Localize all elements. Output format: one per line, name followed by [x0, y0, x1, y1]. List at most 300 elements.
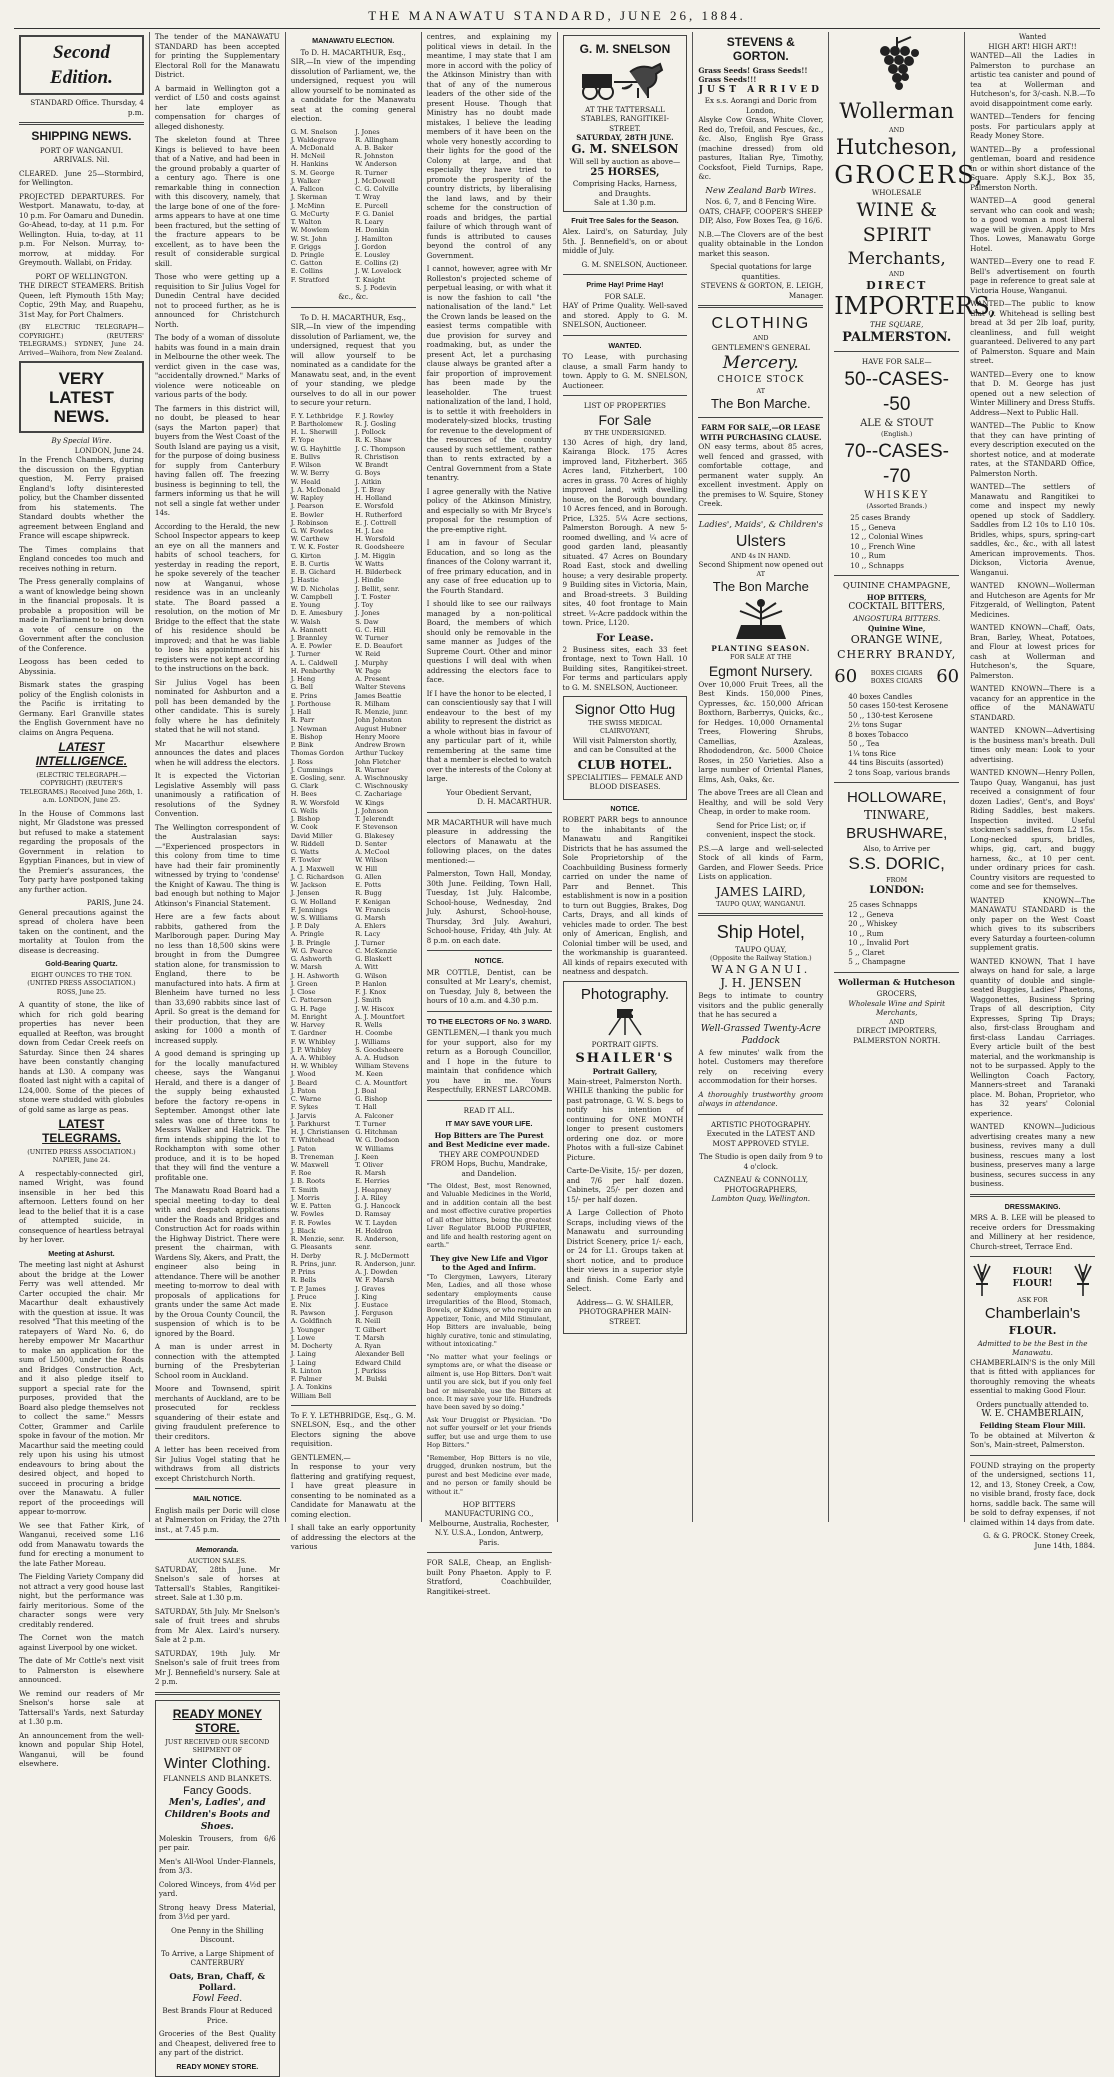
signatory-name: R. Goodsheere	[355, 543, 405, 552]
signatory-name: E. Purcell	[355, 201, 388, 210]
wanted-ad: WANTED KNOWN, That I have always on hand for sale, a large quantity of double and single-seated Buggies, Ladies' Phaetons, Waggonettes, Business Spring Traps of all description, City Expresses, Spring Tip Drays; also, first-class Brougham and first-class Landau Carriages. Every article built of the best material, and the workmanship is not to be surpassed. Apply to the Wellington Coach Factory, Manners-street and Taranaki place. M. Bohan, Proprietor, who has 32 years' Colonial experience.	[970, 956, 1095, 1118]
doric-item: 5 ,, Claret	[848, 947, 885, 957]
col2-para-6: The farmers in this district will, no doubt, be pleased to hear (says the Marton paper) that buyers from the West Coast of the South Island are paying us a visit, for the purpose of doing business for supply from Canterbury having fallen off. The freezing business is beginning to tell, the farmers informing us that he will not sell a single fat wether under 14s.	[154, 403, 280, 517]
wanted-ad: WANTED—The settlers of Manawatu and Rangitikei to come and inspect my newly opened up stock of Saddlery. Saddles from L2 10s to L10 10s. Bridles, whips, spurs, spring-cart saddles, &c., &c., with all latest American improvements. Thos. Dickson, Victoria Avenue, Wanganui.	[970, 482, 1095, 577]
signatory-name: P. Prins	[290, 1268, 316, 1277]
spirits-item: 10 ,, Schnapps	[850, 560, 904, 570]
wanted-ad: WANTED KNOWN—Chaff, Oats, Bran, Barley, Wheat, Potatoes, and Flour at lowest prices for cash at Wollerman and Hutcheson's, the Square, Palmerston.	[970, 623, 1095, 680]
signatory-name: C. Zachariage	[355, 790, 402, 799]
signatory-name: T. Turner	[355, 1119, 386, 1128]
signatory-name: J. Turner	[290, 650, 321, 659]
latest-intel-title: LATEST INTELLIGENCE.	[35, 740, 128, 769]
signatory-name: G. W. Fowles	[290, 526, 334, 535]
signatory-name: W. Anderson	[355, 160, 397, 169]
spirits-item: 25 cases Brandy	[850, 513, 911, 523]
gold-sub: EIGHT OUNCES TO THE TON.	[30, 970, 132, 979]
ready-item-1: Moleskin Trousers, from 6/6 per pair.	[158, 1833, 276, 1853]
hop-save: IT MAY SAVE YOUR LIFE.	[445, 1119, 533, 1128]
wanted-ad: WANTED KNOWN—Judicious advertising creates many a new business, revives many a dull business, rescues many a lost business, preserves many a large business, secures success in any business.	[970, 1122, 1095, 1188]
signatory-name: Edward Child	[355, 1358, 401, 1367]
ask-for: ASK FOR	[1017, 1296, 1048, 1304]
ready-sub: JUST RECEIVED OUR SECOND SHIPMENT OF	[165, 1737, 270, 1754]
grocers: GROCERS,	[834, 160, 985, 189]
signatory-name: G. Blakesey	[355, 831, 395, 840]
column-5	[558, 32, 694, 1522]
clothing-and: AND	[753, 334, 769, 343]
signatory-name: W. Turner	[355, 634, 389, 643]
signatory-name: E. Bishop	[290, 732, 323, 741]
signatory-name: J. Jarvis	[290, 1111, 317, 1120]
in-hand: AND 4s IN HAND.	[731, 552, 791, 560]
signatory-name: J. Morris	[290, 1193, 320, 1202]
dressmaking-body: MRS A. B. LEE will be pleased to receive orders for Dressmaking and Millinery at her residence, Church-street, Terrace End.	[970, 1213, 1095, 1251]
signatory-name: R. Wells	[355, 1021, 383, 1030]
laird-name: JAMES LAIRD,	[715, 884, 806, 899]
signatory-name: F. Griggs	[290, 242, 321, 251]
news-body-4: Leogoss has been ceded to Abyssinia.	[19, 657, 144, 676]
hop-11: HOP BITTERS MANUFACTURING CO., Melbourne, Australia, Rochester, N.Y. U.S.A., London, Antwerp, Paris.	[428, 1499, 550, 1547]
col2-para-5: The body of a woman of dissolute habits was found in a main drain in Melbourne the other week. The verdict given in the case was, "accidentally drowned." Marks of violence were noticeable on various parts of the body.	[154, 333, 280, 399]
wanted-ad: WANTED—Every one to read F. Bell's advertisement on fourth page in reference to great sale at Victoria House, Wanganui.	[970, 257, 1095, 295]
signatory-name: J. Keen	[355, 1152, 379, 1161]
signatory-name: F. Wilson	[290, 461, 321, 470]
signatory-name: H. Holland	[355, 494, 392, 503]
signatory-name: E. D. Beaufort	[355, 642, 403, 651]
hug-title: Signor Otto Hug	[574, 701, 676, 718]
signatory-name: W. Heald	[290, 477, 321, 486]
signatory-name: G. Hitchman	[355, 1128, 398, 1137]
cases-70: 70--CASES--70	[844, 440, 949, 487]
dressmaking-title: DRESSMAKING.	[1004, 1201, 1061, 1211]
assorted: (Assorted Brands.)	[866, 502, 927, 511]
masthead: THE MANAWATU STANDARD, JUNE 26, 1884.	[368, 8, 746, 23]
col2-para-7: According to the Herald, the new School Inspector appears to keep an eye on all the manners and habits of school teachers, for yesterday in reading the report, he spoke severely of the teacher now at Wanganui, whose residence was in an uncleanly state. The Board passed a resolution, on the motion of Mr Bridge to the effect that the state of his residence should be improved; and that he was liable to lose his appointment if his registers were not kept according to the instructions on the back.	[154, 521, 280, 673]
executed: Executed in the LATEST AND MOST APPROVED STYLE.	[706, 1129, 815, 1148]
shailer-body: WHILE thanking the public for past patronage, G. W. S. begs to notify his intention of continuing for ONE MONTH longer to present customers ordering one doz. or more Photos with a full-size Cabinet Picture.	[566, 1086, 684, 1162]
signatory-name: T. Hall	[355, 1103, 377, 1112]
fancy-goods: Fancy Goods.	[183, 1784, 252, 1797]
cigars-count-right: 60	[936, 666, 960, 688]
signatory-name: W. Harvey	[290, 1021, 325, 1030]
signatory-name: J. P. Daly	[290, 922, 320, 931]
cases-50: 50--CASES--50	[844, 368, 949, 415]
for-sale: For Sale	[598, 411, 652, 428]
lease-list: 2 Business sites, each 33 feet frontage, next to Town Hall. 10 Building sites, Rangitikei-street. For terms and particulars apply to G. M. SNELSON, Auctioneer.	[562, 644, 688, 692]
signatory-name: J. C. Thompson	[355, 444, 406, 453]
signatory-name: E. Gosling, senr.	[290, 774, 346, 782]
for-sale-at: FOR SALE AT THE	[730, 653, 792, 662]
high-art: HIGH ART! HIGH ART!!	[988, 41, 1077, 51]
signatory-name: W. S. Williams	[290, 913, 338, 922]
signatory-name: J. Eustace	[355, 1301, 389, 1309]
hop-10: "Remember, Hop Bitters is no vile, drugged, drunken nostrum, but the purest and best Medicine ever made, and no person or family should be without it."	[426, 1453, 552, 1496]
found-sign: G. & G. PROCK. Stoney Creek, June 14th, 1884.	[983, 1531, 1095, 1550]
signatory-name: H. W. Whibley	[290, 1062, 338, 1071]
signatory-name: M. Bulski	[355, 1375, 387, 1384]
news-body-7: General precautions against the spread of cholera have been taken on the continent, and the mortality at Toulon from the disease is decreasing.	[19, 907, 144, 955]
ready-item-6: To Arrive, a Large Shipment of CANTERBURY	[161, 1948, 274, 1968]
signatory-name: W. St. John	[290, 234, 328, 243]
spirits-list	[834, 513, 959, 570]
signatory-name: E. Herries	[355, 1177, 390, 1186]
signatory-name: J. Black	[290, 1226, 316, 1235]
ward-title: TO THE ELECTORS OF No. 3 WARD.	[426, 1016, 552, 1026]
signatory-name: A. Hannett	[290, 625, 328, 634]
fruit-body: Alex. Laird's, on Saturday, July 5th. J. Bennefield's, on or about middle of July.	[562, 227, 688, 256]
spirits-item: 10 ,, Rum	[850, 551, 886, 561]
signatory-name: W. Maxwell	[290, 1161, 329, 1170]
signatory-name: A. E. Powler	[290, 642, 332, 651]
doric-item: 10 ,, Rum	[848, 928, 884, 938]
signatory-name: J. Pruce	[290, 1292, 317, 1301]
notice-title: NOTICE.	[474, 956, 504, 965]
doric-item: 5 ,, Champagne	[848, 957, 906, 967]
wanted-ad: WANTED—All the Ladies in Palmerston to purchase an artistic tea canister and pound of tea at Wollerman and Hutcheson's, for 3/-cash. N.B.—To avoid disappointment come early.	[970, 51, 1095, 108]
hop-compounded: THEY ARE COMPOUNDED FROM Hops, Buchu, Mandrake, and Dandelion.	[430, 1149, 548, 1178]
address-5: I should like to see our railways managed by a non-political Board, the members of which should only be removable in the same manner as Judges of the Supreme Court. Other and minor questions I will deal with when addressing the electors face to face.	[426, 599, 552, 684]
direct-2: DIRECT IMPORTERS,	[856, 1026, 937, 1036]
shailer-prices: Carte-De-Visite, 15/- per dozen, and 7/6 per half dozen. Cabinets, 25/- per dozen and 15/- per half dozen.	[566, 1166, 684, 1204]
signatory-name: R. Christison	[355, 452, 399, 461]
signatory-name: J. A. Riley	[355, 1193, 388, 1202]
wanted-heading: Wanted	[1018, 32, 1047, 41]
cleared: CLEARED. June 25—Stormbird, for Wellington.	[19, 168, 144, 188]
col2-para-10: It is expected the Victorian Legislative Assembly will pass unanimously a ratification of resolutions of the Sydney Convention.	[154, 771, 280, 818]
at-1: AT	[756, 386, 766, 395]
signatory-name: Alexander Bell	[355, 1350, 405, 1359]
signatory-name: J. P. Whibley	[290, 1045, 332, 1054]
hop-5: "The Oldest, Best, most Renowned, and Valuable Medicines in the World, and in addition contain all the best and most effective curative properties of all other bitters, being the greatest Liver Regulator BLOOD PURIFIER, and life and health restoring agent on earth."	[426, 1182, 552, 1250]
signatory-name: J. Heng	[290, 675, 316, 684]
signatory-name: D. Ramsay	[355, 1210, 391, 1219]
flannels: FLANNELS AND BLANKETS.	[163, 1774, 272, 1784]
signatory-name: H. Rutherford	[355, 510, 403, 519]
sale-time: Sale at 1.30 p.m.	[594, 198, 656, 208]
signatory-name: Walter Stevens	[355, 683, 406, 692]
wanted-title: WANTED.	[608, 340, 642, 350]
signatory-name: T. P. James	[290, 1284, 326, 1293]
signatory-name: T. Wray	[355, 193, 381, 202]
signatory-name: J. Johnson	[355, 806, 389, 815]
opposite-station: (Opposite the Railway Station.)	[710, 954, 812, 963]
masthead-rule	[14, 28, 1100, 29]
jensen-body: Begs to intimate to country visitors and the public generally that he has secured a	[698, 991, 824, 1020]
wanted-ad: WANTED KNOWN—Advertising is the business man's breath. Dull times only mean: Look to your advertising.	[970, 726, 1095, 764]
farm-body: ON easy terms, about 85 acres, well fenced and grassed, with comfortable cottage, and permanent water supply. An excellent investment. Apply on the premises to W. Squire, Stoney Creek.	[698, 442, 824, 509]
column-7	[829, 32, 997, 1522]
signatory-name: J. Beard	[290, 1078, 318, 1087]
ready-item-2: Men's All-Wool Under-Flannels, from 3/3.	[158, 1856, 276, 1876]
tinware: TINWARE,	[864, 808, 930, 823]
column-8	[965, 32, 1100, 1550]
chamber-body: CHAMBERLAIN'S is the only Mill that is fitted with appliances for thoroughly removing the wheats essential to making Good Flour.	[970, 1357, 1095, 1396]
hay-title: Prime Hay! Prime Hay!	[586, 280, 664, 290]
signatory-name: T. Marsh	[355, 1333, 385, 1342]
at-2: AT	[756, 569, 766, 578]
telegrams-tag: (BY ELECTRIC TELEGRAPH—COPYRIGHT.) (REUTERS' TELEGRAMS.) SYDNEY, June 24. Arrived—Waihora, from New Zealand.	[19, 323, 144, 357]
photo-title: Photography.	[580, 985, 669, 1003]
hutcheson: Hutcheson,	[835, 135, 958, 160]
col2-para-16: Moore and Townsend, spirit merchants of Auckland, are to be prosecuted for reckless squandering of their estate and giving fraudulent preference to their creditors.	[154, 1384, 280, 1441]
signatory-name: W. Campbell	[290, 592, 333, 601]
signatory-name: J. Graves	[355, 1284, 385, 1293]
signatory-name: R. Anderson, junr.	[355, 1259, 416, 1268]
wanted-ad: WANTED KNOWN—Henry Pollen, Taupo Quay, Wanganui, has just received a consignment of four dozen Ladies', Gent's, and Boys' Riding Saddles, best makers. Inspection invited. Useful stockmen's saddles, from L2 15s. Long-necked spurs, bridles, whips, gig, cart, and buggy harness, &c., at 10 per cent. under ordinary prices for cash. Country visitors are requested to come and see for themselves.	[970, 768, 1095, 891]
parr-body: ROBERT PARR begs to announce to the inhabitants of the Manawatu and Rangitikei Districts that he has assumed the Sole Proprietorship of the Coachbuilding Business formerly carried on under the name of Parr and Bennet. This establishment is now in a position to turn out Buggies, Brakes, Dog Carts, Drays, and all kinds of vehicles made to order. The best only of American, English, and Colonial timber will be used, and the workmanship is guaranteed. All kinds of repairs executed with neatness and despatch.	[562, 815, 688, 977]
signatory-name: J. Pollock	[355, 428, 386, 437]
signatory-name: F. Kenigan	[355, 897, 391, 906]
signatory-name: J. Robinson	[290, 518, 329, 527]
signatory-name: W. E. Patten	[290, 1202, 332, 1211]
doric-list	[834, 900, 959, 967]
palmerston: PALMERSTON.	[842, 330, 952, 346]
special-wires: By Special Wire.	[51, 436, 112, 446]
wanted-ad: WANTED—Tenders for fencing posts. For particulars apply at Ready Money Store.	[970, 112, 1095, 140]
club-hotel: CLUB HOTEL.	[577, 757, 673, 772]
second-shipment: Second Shipment now opened out	[698, 560, 824, 570]
signatory-name: F. R. Fowles	[290, 1218, 331, 1227]
nursery-list: Over 10,000 Fruit Trees, all the Best Kinds. 150,000 Pines, Cypresses, &c. 150,000 African Boxthorn, Barberrys, Quicks, &c., for Hedges. 10,000 Ornamental Trees, Flowering Shrubs, Camellias, Azaleas, Rhododendron, &c. 5000 Choice Roses, in 250 Varieties. Also a large number of Oriental Planes, Elms, Ash, Oaks, &c.	[698, 679, 824, 784]
address-6: If I have the honor to be elected, I can conscientiously say that I will endeavour to the best of my ability to represent the district as a whole without bias in favour of any particular part of it, while remembering at the same time that a member is elected to watch over the interests of the Colony at large.	[426, 688, 552, 783]
gentlemens-general: GENTLEMEN'S GENERAL	[711, 342, 810, 352]
signatory-name: G. Bishop	[355, 1095, 388, 1104]
grocers-2: GROCERS,	[876, 989, 917, 999]
news-body-14: The date of Mr Cottle's next visit to Palmerston is elsewhere announced.	[19, 1656, 144, 1685]
flour-2: FLOUR.	[1008, 1324, 1057, 1338]
signatory-name: E. Collins (2)	[355, 259, 399, 268]
signatory-name: H. Bees	[290, 790, 317, 799]
ex-ships: Ex s.s. Aorangi and Doric from London,	[704, 96, 817, 115]
signatories-list-2	[291, 412, 416, 1400]
signatory-name: J. Toy	[355, 601, 374, 610]
palmerston-2: PALMERSTON NORTH.	[853, 1035, 941, 1045]
column-4	[422, 32, 558, 1596]
signatory-name: G. Wells	[290, 806, 318, 815]
horse-carriage-icon	[580, 60, 670, 102]
signatory-name: Andrew Brown	[355, 741, 406, 750]
plant-basket-icon	[726, 599, 796, 641]
col2-para-11: The Wellington correspondent of the Australasian says:—"Experienced prospectors in this colony from time to time have had their fair prominently witnessed by trying to 'condense' the Knight of Kawau. The thing is bad enough but nothing to Major Atkinson's Financial Statement.	[154, 822, 280, 908]
edition-title: Second Edition.	[50, 42, 113, 89]
from: FROM	[886, 875, 908, 884]
signatory-name: T. Gilbert	[355, 1325, 387, 1334]
col2-para-3: The skeleton found at Three Kings is believed to have been that of a Native, and had been in the ground probably a quarter of a century ago. There is one remarkable thing in connection with this discovery, namely, that the large bone of one of the fore-arms appears to have at one time been fractured, but the setting of the fracture appears to be excellent, as to have been the result of considerable surgical skill.	[154, 135, 280, 268]
news-body-5: Bismark states the grasping policy of the English colonists in the Pacific is irritating to Germany. Earl Granville states the English Government have no claims on Angra Pequena.	[19, 680, 144, 737]
clothing-title: CLOTHING	[711, 315, 811, 333]
signatory-name: D. E. Amesbury	[290, 609, 343, 618]
and-2: AND	[889, 270, 905, 279]
signatory-name: A. Pringle	[290, 930, 324, 939]
stores-item: 50 ,, 130-test Kerosene	[848, 710, 933, 720]
signatory-name: David Miller	[290, 831, 333, 840]
signatory-name: J. Hindle	[355, 576, 384, 585]
signatory-name: J. Bellit, senr.	[355, 584, 400, 593]
special-quotes: Special quotations for large quantities.	[710, 262, 812, 281]
have-for-sale: HAVE FOR SALE—	[861, 357, 932, 367]
signatory-name: P. Hanlon	[355, 979, 387, 988]
sign-1: Your Obedient Servant,	[446, 787, 532, 797]
signatory-name: E. Collins	[290, 267, 323, 276]
flour-header	[970, 1262, 1095, 1296]
signatory-name: A. Goldfinch	[290, 1317, 332, 1326]
signatory-name: J. Close	[290, 988, 316, 997]
signatory-name: W. Francis	[355, 905, 391, 914]
oats-chaff: OATS, CHAFF, COOPER'S SHEEP DIP, Also, Fow Boxes Tea, @ 16/6.	[699, 206, 823, 226]
signatory-name: R. Milham	[355, 699, 390, 708]
election-intro-2: SIR,—In view of the impending dissolution of Parliament, we, the undersigned, request that you will allow yourself to be nominated as a candidate for the Manawatu seat, and, in the event of your standing, we pledge ourselves to do all in our power to secure your return.	[290, 322, 416, 408]
english: (English.)	[881, 430, 913, 439]
signatory-name: E. B. Curtis	[290, 559, 330, 568]
signatory-name: P. Bink	[290, 741, 314, 750]
spirits-item: 15 ,, Geneva	[850, 522, 896, 532]
signatory-name: G. Blaskett	[355, 955, 392, 964]
holloware: HOLLOWARE,	[846, 789, 947, 807]
stevens-sign: STEVENS & GORTON, E. LEIGH, Manager.	[700, 281, 824, 300]
portrait-gifts: PORTRAIT GIFTS.	[591, 1040, 659, 1050]
ward-body: GENTLEMEN,—I thank you much for your support, also for my return as a Borough Councillor, and I hope in the future to maintain that confidence which you have in me. Yours Respectfully, ERNEST LARCOMB.	[426, 1028, 552, 1094]
col2-para-9: Mr Macarthur elsewhere announces the dates and places when he will address the electors.	[154, 738, 280, 767]
wanted-ad: WANTED—By a professional gentleman, board and residence in or within short distance of the Square. Apply S.K.J., Box 35, Palmerston North.	[970, 144, 1095, 192]
wheat-sheaf-icon-2	[1071, 1262, 1095, 1296]
signatory-name: William Bell	[290, 1391, 332, 1400]
signatory-name: J. Bishop	[290, 815, 320, 824]
signatory-name: C. Patterson	[290, 996, 332, 1005]
arrive-per: Also, to Arrive per	[863, 843, 931, 853]
doric-item: 25 cases Schnapps	[848, 900, 918, 910]
signatory-name: E. Bullvs	[290, 452, 321, 461]
paddock: Well-Grassed Twenty-Acre Paddock	[700, 1023, 821, 1046]
seeds-list: Alsyke Cow Grass, White Clover, Red do, Trefoil, and Fescues, &c., &c. Also, English Rye Grass (machine dressed) from old pastures, Italian Rye, Timothy, Cocksfoot, Field Turnips, Rape, &c.	[698, 115, 824, 182]
signatory-name: J. A. McDonald	[290, 485, 341, 494]
signatory-name: A. J. Maxwell	[290, 864, 335, 873]
wanted-ad: WANTED—The Public to Know that they can have printing of every description executed on the shortest notice, and at moderate rates, at the STANDARD Office, Palmerston North.	[970, 421, 1095, 478]
signatory-name: Henry Moore	[355, 732, 400, 741]
signatory-name: S. M. George	[290, 168, 335, 177]
ladies-maids: Ladies', Maids', & Children's	[698, 519, 824, 530]
sale-date: SATURDAY, 28TH JUNE.	[576, 133, 674, 143]
jensen-3: A thoroughly trustworthy groom always in attendance.	[698, 1089, 824, 1108]
wollerman: Wollerman	[839, 99, 955, 123]
signatory-name: A. Wischnousky	[355, 774, 408, 782]
col2-para-4: Those who were getting up a requisition to Sir Julius Vogel for Dunedin Central have decided not to proceed further, as he is announced for Christchurch North.	[154, 272, 280, 329]
signatory-name: J. Aitkin	[355, 477, 382, 486]
signatory-name: G. Allen	[355, 872, 382, 881]
steamers: THE DIRECT STEAMERS. British Queen, left Plymouth 15th May; Coptic, 29th May, and Ruapehu, 31st May, for Port Chalmers.	[19, 281, 144, 319]
newspaper-page	[14, 32, 1100, 2071]
signatory-name: W. F. Marsh	[355, 1276, 395, 1285]
memoranda-title: Memoranda.	[196, 1545, 239, 1554]
w-h-footer: Wollerman & Hutcheson	[838, 977, 956, 988]
signatory-name: G. H. Page	[290, 1004, 327, 1013]
signatory-name: R. Menzie, senr.	[290, 1235, 345, 1244]
news-body-15: We remind our readers of Mr Snelson's horse sale at Tattersall's Yards, next Saturday at 1.30 p.m.	[19, 1688, 144, 1727]
signatory-name: W. Hill	[355, 864, 378, 873]
signatory-name: W. W. Berry	[290, 469, 330, 478]
signatory-name: H. Bilderbeck	[355, 568, 402, 577]
cocktail-bitters: COCKTAIL BITTERS,	[848, 602, 946, 613]
auction-1: SATURDAY, 28th June. Mr Snelson's sale of horses at Tattersall's Stables, Rangitikei-street. Sale at 1.30 p.m.	[154, 1564, 280, 1603]
stores-item: 8 boxes Tobacco	[848, 729, 909, 739]
signatory-name: G. J. Hancock	[355, 1202, 401, 1211]
signatory-name: J. W. Hiscox	[355, 1004, 394, 1013]
bon-marche-1: The Bon Marche.	[710, 396, 811, 412]
signatory-name: J. Cummings	[290, 765, 333, 774]
signatory-name: J. Heapney	[355, 1185, 392, 1194]
stores-list	[834, 692, 959, 778]
signatory-name: G. C. Hill	[355, 625, 386, 634]
signatory-name: W. Rapley	[290, 494, 324, 503]
signatory-name: A. McCool	[355, 848, 390, 857]
signatory-name: J. Hall	[290, 708, 311, 717]
signatory-name: J. Ross	[290, 757, 313, 766]
gallery-addr: Main-street, Palmerston North.	[567, 1076, 683, 1086]
signatory-name: T. W. K. Foster	[290, 543, 339, 552]
signatory-name: John Fletcher	[355, 757, 401, 766]
choice-stock: CHOICE STOCK	[717, 374, 805, 385]
artistic-photo: ARTISTIC PHOTOGRAPHY.	[710, 1119, 811, 1129]
signatory-name: J. Parkhurst	[290, 1119, 330, 1128]
ready-item-8: Fowl Feed.	[192, 1994, 243, 2005]
signatory-name: E. B. Gichard	[290, 568, 336, 577]
column-3	[286, 32, 422, 1552]
signatory-name: R. Turner	[355, 168, 388, 177]
signatory-name: C. Gatton	[290, 259, 323, 268]
egmont-nursery: Egmont Nursery.	[708, 662, 813, 679]
address-3: I agree generally with the Native policy of the Atkinson Ministry, and especially so with Mr Bryce's proposal for the resumption of the pre-emptive right.	[426, 486, 552, 534]
ready-foot: READY MONEY STORE.	[176, 2061, 259, 2071]
signatory-name: J. Jensen	[290, 889, 320, 898]
signatory-name: R. Pawson	[290, 1309, 326, 1318]
news-body-12: The Fielding Variety Company did not attract a very good house last night, but the performance was fairly meritorious. Some of the character songs were very creditably rendered.	[19, 1572, 144, 1629]
parr-notice-title: NOTICE.	[610, 803, 640, 813]
signatory-name: John Johnston	[355, 716, 402, 725]
signatory-name: E. Worsfold	[355, 502, 394, 511]
signatory-name: F. Roe	[290, 1169, 312, 1178]
signatory-name: H. L. Sherwill	[290, 428, 338, 437]
arrivals: ARRIVALS. Nil.	[53, 155, 110, 165]
hop-9: Ask Your Druggist or Physician. "Do not suffer yourself or let your friends suffer, but use and urge them to use Hop Bitters."	[426, 1415, 552, 1450]
signatory-name: W. Reid	[355, 650, 381, 659]
signatory-name: F. W. Whibley	[290, 1037, 336, 1046]
signatory-name: J. H. Ashworth	[290, 971, 340, 980]
cigars-text: BOXES CIGARS BOXES CIGARS	[870, 668, 923, 685]
signatory-name: J. Ferguson	[355, 1309, 393, 1318]
col2-para-17: A letter has been received from Sir Julius Vogel stating that he withdraws from all districts except Christchurch North.	[154, 1445, 280, 1483]
stevens-title: STEVENS & GORTON.	[726, 35, 795, 63]
wanted-ads-list	[970, 51, 1095, 1189]
signatory-name: F. Y. Lethbridge	[290, 411, 344, 420]
signatory-name: J. Wood	[290, 1070, 316, 1079]
winter-clothing: Winter Clothing.	[163, 1755, 271, 1773]
clovers-nb: N.B.—The Clovers are of the best quality obtainable in the London market this season.	[698, 229, 824, 258]
signatory-name: A. Ryan	[355, 1342, 381, 1351]
cherry-brandy: CHERRY BRANDY,	[837, 647, 957, 661]
wec-name: W. E. CHAMBERLAIN,	[981, 1409, 1084, 1420]
signatory-name: F. Palmer	[290, 1375, 322, 1384]
signatory-name: A. Present	[355, 675, 390, 684]
signatory-name: W. Williams	[355, 1144, 394, 1153]
signatory-name: T. Oliver	[355, 1161, 384, 1170]
col2-para-14: The Manawatu Road Board had a special meeting to-day to deal with and despatch applications under the Roads and Bridges and Construction Act for roads within the Highway District. There were present the chairman, with Wardens Sly, Akers, and Pratt, the engineer also being in attendance. There will be another meeting to-morrow to deal with proposals of applications for grants under the same Act made by the Oroua County Council, the suspension of which is to be ignored by the Board.	[154, 1186, 280, 1338]
fruit-sign: G. M. SNELSON, Auctioneer.	[581, 259, 688, 269]
specialties: SPECIALITIES— FEMALE AND BLOOD DISEASES.	[567, 772, 683, 792]
col2-para-13: A good demand is springing up for the locally manufactured cheese, says the Wanganui Herald, and there is a danger of the supply being exhausted before the factory re-opens in September. Amongst other late sales was one of three tons to Messrs Walker and Hatrick. The firm intends shipping the lot to Rockhampton with some other produce, and it is to be hoped that they will find the venture a profitable one.	[154, 1049, 280, 1182]
gallery: Portrait Gallery,	[592, 1067, 658, 1077]
signatory-name: J. Laing	[290, 1358, 316, 1367]
col2-para-8: Sir Julius Vogel has been nominated for Ashburton and a poll has been demanded by the other candidate. This is surely folly where he has definitely stated that he will not stand.	[154, 677, 280, 734]
ready-item-10: Groceries of the Best Quality and Cheapest, delivered free to any part of the district.	[158, 2029, 276, 2058]
latest-telegrams-tag: (UNITED PRESS ASSOCIATION.) NAPIER, June 24.	[27, 1147, 136, 1165]
